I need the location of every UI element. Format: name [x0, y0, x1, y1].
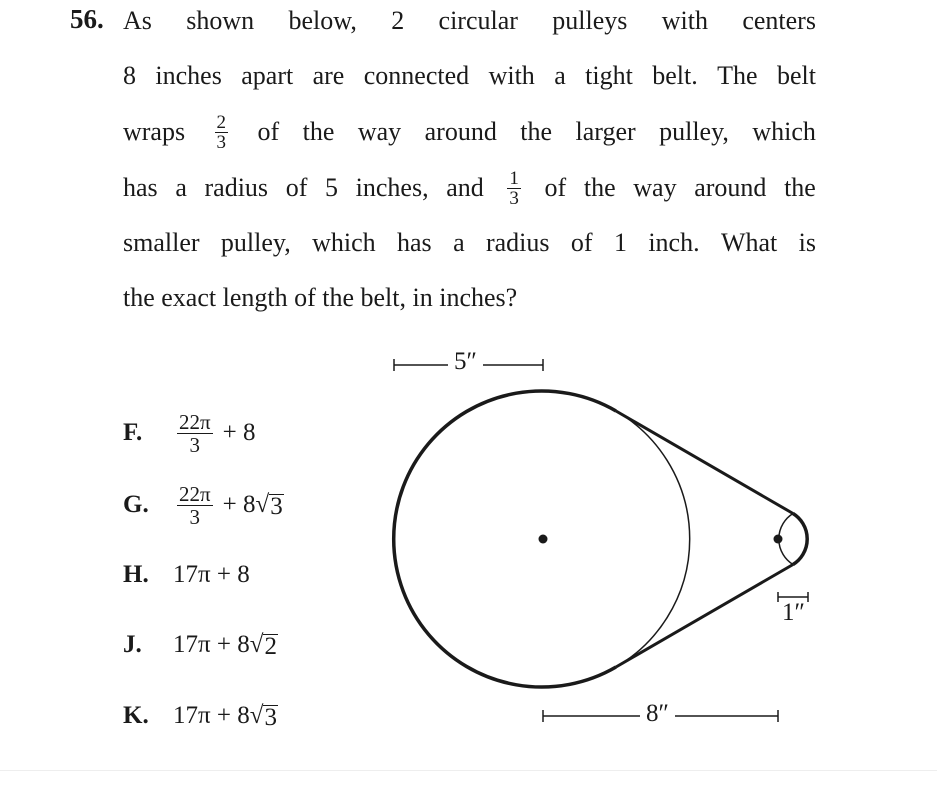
square-root: √ 3: [249, 702, 277, 731]
option-label: J.: [123, 631, 142, 658]
question-word: inches,: [355, 173, 429, 202]
fraction-denominator: 3: [189, 504, 201, 529]
question-word: 1: [613, 228, 627, 257]
question-word: of: [570, 228, 593, 257]
fraction-denominator: 3: [189, 432, 201, 457]
small-pulley-center-dot: [774, 535, 783, 544]
question-word: wraps: [123, 117, 186, 146]
question-word: The: [717, 61, 758, 90]
question-number: 56.: [70, 4, 104, 34]
question-word: 5: [325, 173, 338, 202]
center-distance-label: 8″: [640, 700, 675, 728]
question-word: pulley,: [220, 228, 291, 257]
question-word: centers: [742, 6, 816, 35]
large-pulley-center-dot: [539, 535, 548, 544]
question-word: inch.: [648, 228, 700, 257]
question-word: around: [694, 173, 767, 202]
page-divider: [0, 770, 937, 771]
question-word: shown: [186, 6, 255, 35]
question-word: of: [257, 117, 280, 146]
question-word: has: [397, 228, 432, 257]
question-word: of: [544, 173, 567, 202]
option-text: 17π + 8: [173, 702, 250, 729]
question-word: larger: [575, 117, 636, 146]
question-word: 2: [391, 6, 405, 35]
option-text: 17π + 8: [173, 561, 250, 588]
question-word: is: [798, 228, 816, 257]
radicand: 3: [270, 493, 283, 520]
option-label: K.: [123, 702, 149, 729]
question-word: and: [446, 173, 484, 202]
question-word: radius: [485, 228, 550, 257]
fraction-denominator: 3: [216, 131, 227, 153]
fraction-numerator: 2: [216, 111, 227, 133]
question-word: around: [424, 117, 497, 146]
radicand: 3: [264, 704, 277, 731]
large-pulley-inner-arc: [616, 411, 690, 667]
question-word: with: [661, 6, 708, 35]
square-root: √ 3: [255, 491, 283, 520]
belt-large-arc: [394, 391, 616, 687]
question-word: the: [583, 173, 616, 202]
option-label: F.: [123, 419, 143, 446]
question-word: way: [633, 173, 677, 202]
option-text: 17π + 8: [173, 631, 250, 658]
question-word: smaller: [123, 228, 200, 257]
radicand: 2: [264, 633, 277, 660]
question-word: the: [520, 117, 553, 146]
belt-lower-segment: [616, 565, 793, 668]
question-word: pulley,: [659, 117, 729, 146]
question-word: below,: [288, 6, 357, 35]
large-radius-label: 5″: [448, 348, 483, 376]
fraction-numerator: 22π: [179, 481, 211, 506]
belt-small-arc: [793, 514, 807, 565]
small-radius-label: 1″: [782, 599, 805, 626]
question-word: a: [554, 61, 566, 90]
question-word: circular: [438, 6, 518, 35]
question-word: apart: [241, 61, 294, 90]
question-word: has: [123, 173, 158, 202]
question-word: As: [123, 6, 152, 35]
question-word: belt: [776, 61, 816, 90]
question-word: pulleys: [552, 6, 628, 35]
question-word: radius: [204, 173, 269, 202]
question-word: tight: [585, 61, 633, 90]
option-label: H.: [123, 561, 149, 588]
fraction-denominator: 3: [509, 187, 519, 209]
question-word: a: [175, 173, 187, 202]
question-word: connected: [363, 61, 470, 90]
fraction-numerator: 1: [509, 167, 519, 189]
option-label: G.: [123, 491, 149, 518]
question-word: inches: [155, 61, 222, 90]
question-word: with: [488, 61, 535, 90]
option-text: + 8: [222, 419, 256, 446]
question-word: a: [453, 228, 465, 257]
question-word: which: [312, 228, 376, 257]
fraction-numerator: 22π: [179, 409, 211, 434]
option-text: + 8: [222, 491, 256, 518]
question-word: of: [285, 173, 308, 202]
square-root: √ 2: [249, 631, 277, 660]
question-text: the exact length of the belt, in inches?: [123, 283, 518, 312]
question-word: the: [302, 117, 335, 146]
question-word: 8: [123, 61, 136, 90]
question-word: are: [312, 61, 345, 90]
question-word: which: [752, 117, 816, 146]
belt-upper-segment: [616, 411, 793, 514]
question-word: way: [357, 117, 402, 146]
question-word: the: [784, 173, 816, 202]
question-word: belt.: [652, 61, 698, 90]
question-word: What: [720, 228, 778, 257]
